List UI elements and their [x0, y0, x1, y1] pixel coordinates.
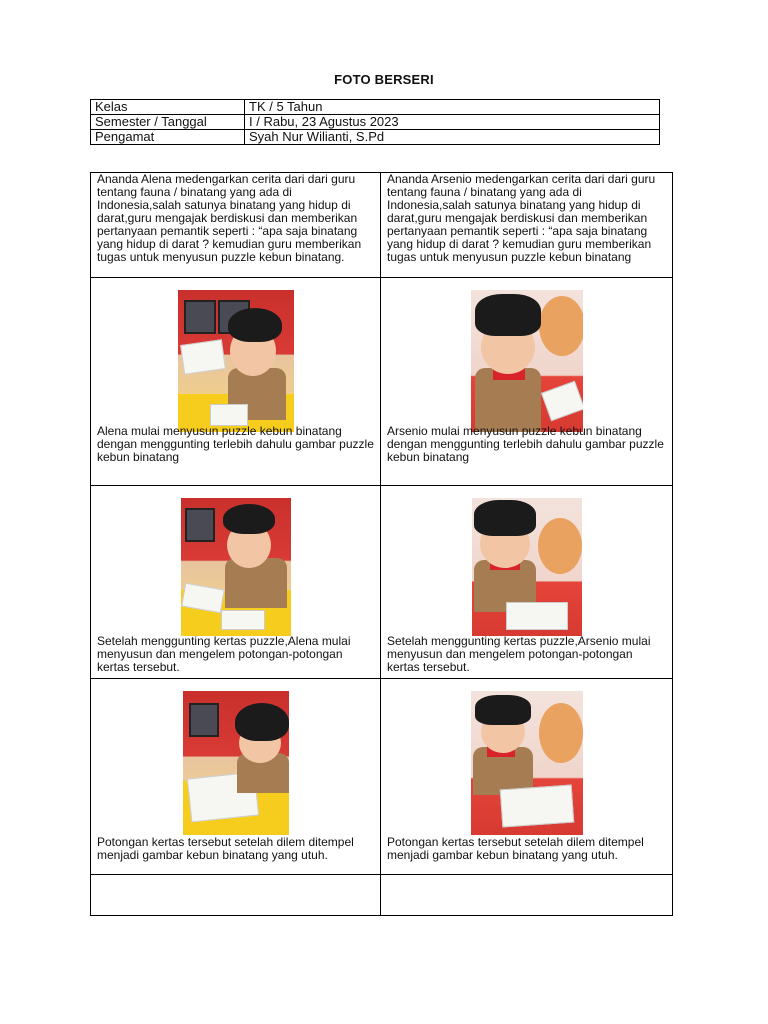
info-label: Kelas: [91, 100, 245, 115]
photo-arsenio-gluing: [472, 498, 582, 636]
info-value: TK / 5 Tahun: [245, 100, 660, 115]
photo-cell-right: [381, 486, 673, 678]
info-row-pengamat: [91, 130, 660, 145]
info-label: Semester / Tanggal: [91, 115, 245, 130]
info-value: Syah Nur Wilianti, S.Pd: [245, 130, 660, 145]
empty-row: [91, 874, 673, 915]
photo-alena-gluing: [181, 498, 291, 636]
info-value: I / Rabu, 23 Agustus 2023: [245, 115, 660, 130]
photo-alena-cutting: [178, 290, 294, 432]
photo-cell-left: [91, 278, 381, 486]
photo-cell-left: [91, 486, 381, 678]
caption: Alena mulai menyusun puzzle kebun binatang dengan menggunting terlebih dahulu gambar puzzle kebun binatang: [97, 424, 374, 465]
photo-arsenio-cutting: [471, 290, 583, 432]
intro-row: [91, 173, 673, 278]
empty-cell-left: [91, 874, 381, 915]
photo-row: [91, 486, 673, 678]
photo-cell-right: [381, 678, 673, 874]
empty-cell-right: [381, 874, 673, 915]
photo-alena-finished: [183, 691, 289, 835]
caption: Setelah menggunting kertas puzzle,Alena mulai menyusun dan mengelem potongan-potongan kertas tersebut.: [97, 634, 351, 675]
info-row-semester: [91, 115, 660, 130]
caption: Potongan kertas tersebut setelah dilem ditempel menjadi gambar kebun binatang yang utuh.: [387, 834, 644, 862]
caption: Setelah menggunting kertas puzzle,Arsenio mulai menyusun dan mengelem potongan-potongan kertas tersebut.: [387, 634, 651, 675]
photo-cell-left: [91, 678, 381, 874]
intro-left: Ananda Alena medengarkan cerita dari dari guru tentang fauna / binatang yang ada di Indonesia,salah satunya binatang yang hidup di darat,guru mengajak berdiskusi dan memberikan pertanyaan pemantik seperti : “apa saja binatang yang hidup di darat ? kemudian guru memberikan tugas untuk menyusun puzzle kebun binatang.: [91, 173, 381, 278]
caption: Arsenio mulai menyusun puzzle kebun binatang dengan menggunting terlebih dahulu gambar puzzle kebun binatang: [387, 424, 664, 465]
photo-table: [90, 172, 673, 916]
info-table: [90, 99, 660, 145]
caption: Potongan kertas tersebut setelah dilem ditempel menjadi gambar kebun binatang yang utuh.: [97, 834, 354, 862]
photo-row: [91, 678, 673, 874]
page-title: FOTO BERSERI: [334, 72, 434, 87]
intro-right: Ananda Arsenio medengarkan cerita dari dari guru tentang fauna / binatang yang ada di Indonesia,salah satunya binatang yang hidup di darat,guru mengajak berdiskusi dan memberikan pertanyaan pemantik seperti : “apa saja binatang yang hidup di darat ? kemudian guru memberikan tugas untuk menyusun puzzle kebun binatang: [381, 173, 673, 278]
info-label: Pengamat: [91, 130, 245, 145]
photo-cell-right: [381, 278, 673, 486]
photo-arsenio-finished: [471, 691, 583, 835]
info-row-kelas: [91, 100, 660, 115]
photo-row: [91, 278, 673, 486]
